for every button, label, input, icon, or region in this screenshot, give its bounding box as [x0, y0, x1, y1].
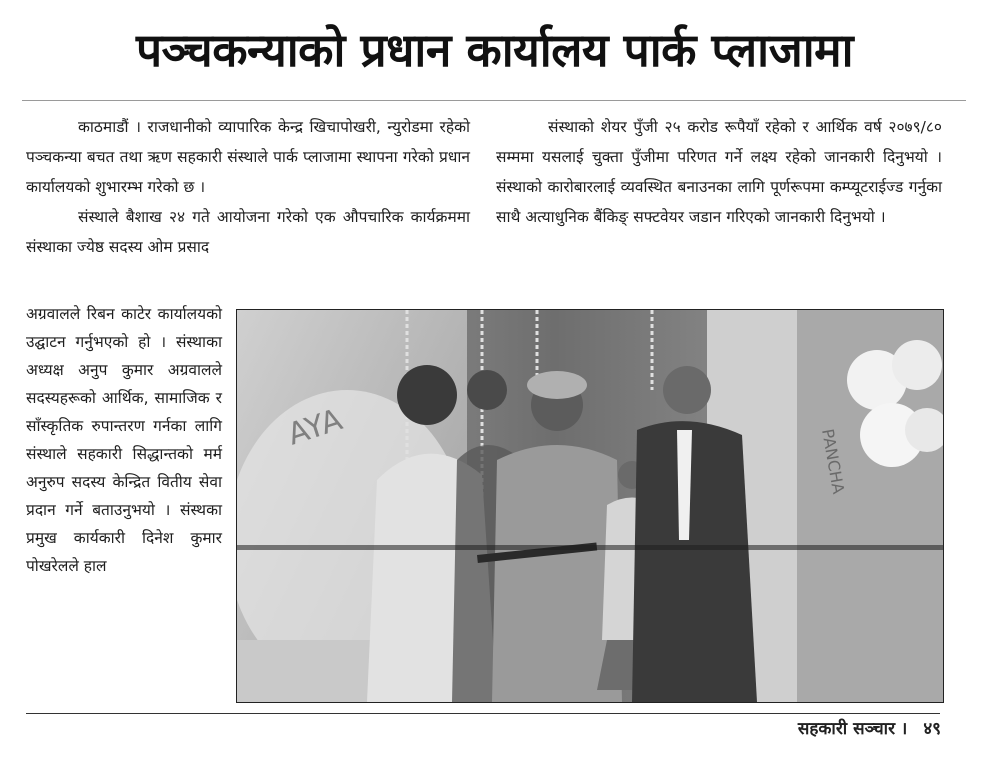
inauguration-photo	[236, 309, 944, 703]
column-narrow	[26, 300, 222, 580]
wall-text: PANCHA	[818, 427, 849, 496]
column-left	[26, 112, 470, 262]
headline: पञ्चकन्याको प्रधान कार्यालय पार्क प्लाजामा	[135, 23, 854, 77]
photo-illustration	[237, 310, 943, 702]
publication-name: सहकारी सञ्चार ।	[797, 719, 908, 739]
paragraph-capital: संस्थाको शेयर पुँजी २५ करोड रूपैयाँ रहेको र आर्थिक वर्ष २०७९/८० सम्ममा यसलाई चुक्ता पुँजीमा परिणत गर्ने लक्ष्य रहेको जानकारी दिनुभयो । संस्थाको कारोबारलाई व्यवस्थित बनाउनका लागि पूर्णरूपमा कम्प्यूटराईज्ड गर्नुका साथै अत्याधुनिक बैंकिङ् सफ्टवेयर जडान गरिएको जानकारी दिनुभयो ।	[496, 118, 942, 226]
footer	[788, 716, 941, 739]
svg-text:AYA: AYA	[283, 402, 347, 453]
paragraph-intro: काठमाडौं । राजधानीको व्यापारिक केन्द्र खिचापोखरी, न्युरोडमा रहेको पञ्चकन्या बचत तथा ऋण सहकारी संस्थाले पार्क प्लाजामा स्थापना गरेको प्रधान कार्यालयको शुभारम्भ गरेको छ ।	[26, 118, 470, 196]
column-right	[496, 112, 942, 232]
bottom-rule	[26, 713, 940, 714]
paragraph-inauguration: अग्रवालले रिबन काटेर कार्यालयको उद्घाटन गर्नुभएको हो । संस्थाका अध्यक्ष अनुप कुमार अग्रवालले सदस्यहरूको आर्थिक, सामाजिक र साँस्कृतिक रुपान्तरण गर्नका लागि संस्थाले सहकारी सिद्धान्तको मर्म अनुरुप सदस्य केन्द्रित वितीय सेवा प्रदान गर्ने बताउनुभयो । संस्थका प्रमुख कार्यकारी दिनेश कुमार पोखरेलले हाल	[26, 305, 222, 575]
top-rule	[22, 100, 966, 101]
paragraph-event: संस्थाले बैशाख २४ गते आयोजना गरेको एक औपचारिक कार्यक्रममा संस्थाका ज्येष्ठ सदस्य ओम प्रसाद	[26, 208, 470, 256]
page-number: ४९	[923, 719, 941, 739]
